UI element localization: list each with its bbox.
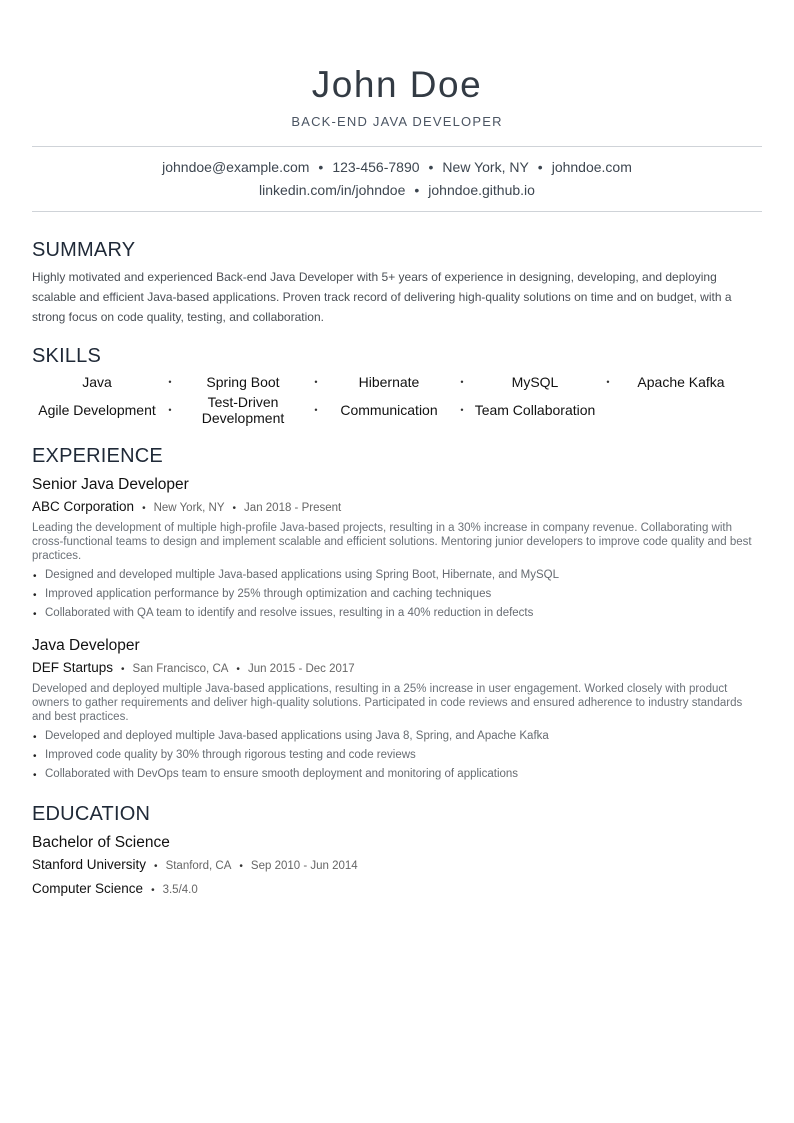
job-dates: Jun 2015 - Dec 2017 (247, 663, 355, 675)
school-dates: Sep 2010 - Jun 2014 (250, 860, 358, 872)
job-title: Senior Java Developer (32, 476, 189, 493)
list-item (32, 604, 762, 623)
job-description: Developed and deployed multiple Java-based applications, resulting in a 25% increase in user engagement. Worked closely with product owners to gather requirements and deliver high-quality solutions. Participated in code reviews and ensured adherence to industry standards and best practices. (32, 683, 743, 723)
contact-line-1 (32, 156, 762, 179)
skills-row (32, 370, 762, 393)
job-meta (32, 497, 762, 519)
education-heading: EDUCATION (32, 803, 151, 825)
separator-dot: • (460, 376, 464, 387)
separator-dot: • (232, 503, 237, 514)
separator-dot: • (606, 376, 610, 387)
education-entry (32, 833, 762, 901)
bullet-icon: • (33, 609, 37, 620)
separator-dot: • (121, 664, 125, 675)
degree-title: Bachelor of Science (32, 834, 170, 851)
separator-dot: • (414, 182, 420, 198)
resume-page (32, 0, 762, 901)
separator-dot: • (142, 503, 146, 514)
achievement-text: Developed and deployed multiple Java-based applications using Java 8, Spring, and Apache Kafka (45, 730, 549, 742)
bullet-icon: • (33, 571, 37, 582)
linkedin-link[interactable]: linkedin.com/in/johndoe (259, 182, 406, 198)
company-name: ABC Corporation (32, 499, 135, 514)
job-entry (32, 475, 762, 623)
location-text: New York, NY (442, 159, 529, 175)
achievement-text: Improved application performance by 25% through optimization and caching techniques (45, 588, 492, 600)
phone-text: 123-456-7890 (332, 159, 420, 175)
summary-heading: SUMMARY (32, 239, 136, 261)
separator-dot: • (314, 376, 318, 387)
skill-item: Hibernate (358, 373, 420, 390)
candidate-name: John Doe (311, 64, 483, 105)
separator-dot: • (537, 159, 543, 175)
skill-item: Team Collaboration (474, 401, 596, 418)
job-entry (32, 636, 762, 784)
separator-dot: • (154, 861, 158, 872)
separator-dot: • (460, 404, 464, 415)
separator-dot: • (239, 861, 243, 872)
achievement-text: Designed and developed multiple Java-based applications using Spring Boot, Hibernate, and MySQL (45, 569, 559, 581)
skill-item: Java (82, 373, 112, 390)
email-link[interactable]: johndoe@example.com (162, 159, 310, 175)
job-meta (32, 658, 762, 680)
job-dates: Jan 2018 - Present (244, 502, 342, 514)
bullet-icon: • (33, 590, 37, 601)
skills-heading: SKILLS (32, 345, 102, 367)
list-item (32, 566, 762, 585)
achievement-text: Collaborated with QA team to identify and resolve issues, resulting in a 40% reduction in defects (45, 607, 534, 619)
list-item (32, 746, 762, 765)
skill-item: Agile Development (38, 401, 156, 418)
skill-item: Apache Kafka (637, 373, 725, 390)
list-item (32, 727, 762, 746)
job-location: San Francisco, CA (132, 663, 229, 675)
skill-item: MySQL (511, 373, 559, 390)
contact-divider (32, 211, 762, 212)
skills-row (32, 393, 762, 426)
company-name: DEF Startups (32, 660, 114, 675)
major-meta (32, 879, 762, 901)
separator-dot: • (314, 404, 318, 415)
resume-header (32, 0, 762, 130)
skill-item: Communication (340, 401, 438, 418)
bullet-icon: • (33, 770, 37, 781)
job-title: Java Developer (32, 637, 140, 654)
website-link[interactable]: johndoe.com (551, 159, 632, 175)
separator-dot: • (236, 664, 240, 675)
school-name: Stanford University (32, 857, 147, 872)
skill-item: Test-Driven Development (201, 393, 285, 426)
major-name: Computer Science (32, 881, 144, 896)
achievement-text: Collaborated with DevOps team to ensure smooth deployment and monitoring of applications (45, 768, 519, 780)
contact-line-2 (32, 179, 762, 202)
candidate-role: BACK-END JAVA DEVELOPER (291, 114, 503, 129)
separator-dot: • (168, 404, 172, 415)
school-meta (32, 855, 762, 877)
job-achievements (32, 727, 762, 784)
job-location: New York, NY (153, 502, 225, 514)
bullet-icon: • (33, 751, 37, 762)
job-description: Leading the development of multiple high-profile Java-based projects, resulting in a 30% increase in company revenue. Collaborating with cross-functional teams to design and implement scalable and efficient solutions. Mentoring junior developers to improve code quality and best practices. (32, 522, 752, 562)
job-achievements (32, 566, 762, 623)
contact-info (32, 147, 762, 211)
bullet-icon: • (33, 732, 37, 743)
achievement-text: Improved code quality by 30% through rigorous testing and code reviews (45, 749, 416, 761)
list-item (32, 765, 762, 784)
skill-item: Spring Boot (206, 373, 280, 390)
github-link[interactable]: johndoe.github.io (428, 182, 535, 198)
separator-dot: • (168, 376, 172, 387)
separator-dot: • (151, 885, 155, 896)
skills-list (32, 370, 762, 426)
separator-dot: • (318, 159, 324, 175)
experience-heading: EXPERIENCE (32, 445, 163, 467)
gpa-value: 3.5/4.0 (162, 884, 198, 896)
separator-dot: • (428, 159, 434, 175)
list-item (32, 585, 762, 604)
summary-text: Highly motivated and experienced Back-end Java Developer with 5+ years of experience in designing, developing, and deploying scalable and efficient Java-based applications. Proven track record of delivering high-quality solutions on time and on budget, with a strong focus on code quality, testing, and collaboration. (32, 270, 732, 324)
school-location: Stanford, CA (165, 860, 232, 872)
